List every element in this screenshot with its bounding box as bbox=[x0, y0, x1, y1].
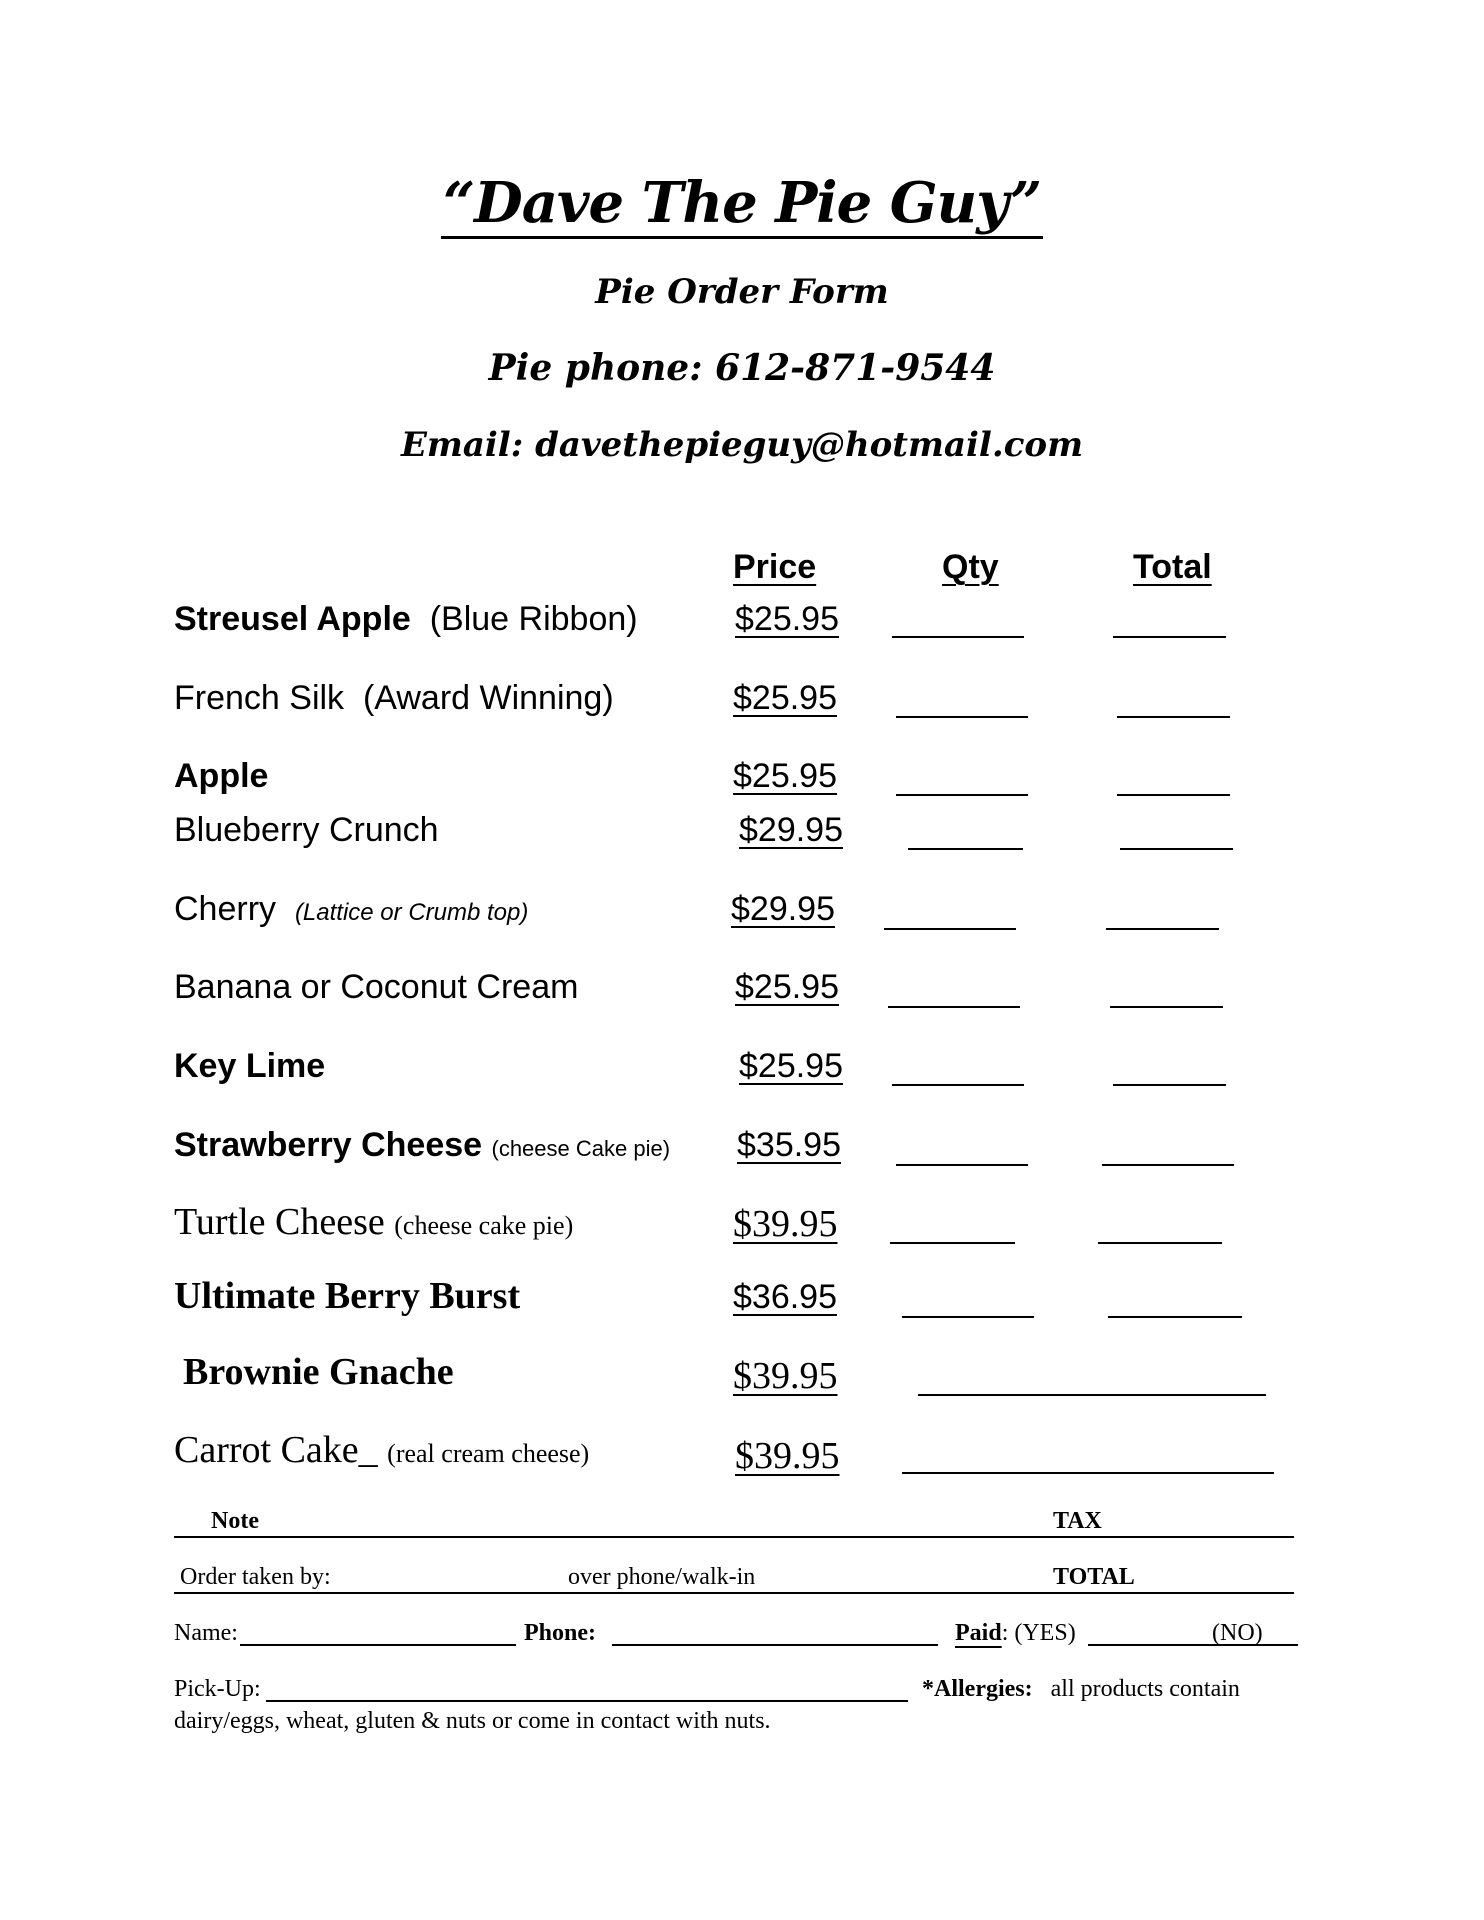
item-note: (cheese cake pie) bbox=[394, 1211, 574, 1240]
item-price: $39.95 bbox=[735, 1435, 840, 1477]
tax-label: TAX bbox=[1053, 1508, 1102, 1534]
note-line[interactable] bbox=[174, 1536, 1294, 1538]
qty-blank[interactable] bbox=[908, 848, 1023, 850]
phone-label: Phone: bbox=[524, 1620, 596, 1646]
item-name: Banana or Coconut Cream bbox=[174, 968, 579, 1006]
item-name: Apple bbox=[174, 757, 269, 795]
qty-blank[interactable] bbox=[884, 928, 1016, 930]
pickup-label: Pick-Up: bbox=[174, 1676, 261, 1702]
item-price: $39.95 bbox=[733, 1355, 838, 1397]
item-name: Blueberry Crunch bbox=[174, 811, 439, 849]
item-name: Brownie Gnache bbox=[183, 1351, 454, 1393]
order-taken-label: Order taken by: bbox=[180, 1564, 331, 1590]
total-blank[interactable] bbox=[1117, 794, 1230, 796]
email-address: Email: davethepieguy@hotmail.com bbox=[400, 425, 1084, 465]
allergies-notice bbox=[922, 1676, 1240, 1703]
order-method: over phone/walk-in bbox=[568, 1564, 756, 1590]
allergies-text: all products contain bbox=[1050, 1676, 1240, 1702]
name-label: Name: bbox=[174, 1620, 238, 1646]
qty-total-blank[interactable] bbox=[918, 1394, 1266, 1396]
total-blank[interactable] bbox=[1110, 1006, 1223, 1008]
item-price: $36.95 bbox=[733, 1278, 837, 1316]
item-name: Turtle Cheese bbox=[174, 1201, 385, 1243]
item-row-banana-coconut-cream bbox=[174, 968, 578, 1007]
qty-blank[interactable] bbox=[892, 636, 1024, 638]
item-name: Streusel Apple bbox=[174, 600, 411, 638]
item-row-cherry bbox=[174, 890, 528, 929]
column-header-total: Total bbox=[1133, 548, 1212, 586]
qty-blank[interactable] bbox=[896, 716, 1028, 718]
qty-total-blank[interactable] bbox=[902, 1472, 1274, 1474]
total-blank[interactable] bbox=[1113, 1084, 1226, 1086]
item-price: $29.95 bbox=[731, 890, 835, 928]
item-name: Ultimate Berry Burst bbox=[174, 1275, 521, 1317]
paid-group bbox=[955, 1620, 1076, 1647]
total-blank[interactable] bbox=[1117, 716, 1230, 718]
name-field[interactable] bbox=[240, 1644, 516, 1646]
paid-yes-option[interactable]: : (YES) bbox=[1001, 1620, 1076, 1646]
phone-field[interactable] bbox=[612, 1644, 938, 1646]
total-blank[interactable] bbox=[1113, 636, 1226, 638]
total-label: TOTAL bbox=[1053, 1564, 1135, 1590]
item-note: (Lattice or Crumb top) bbox=[294, 899, 529, 926]
item-price: $25.95 bbox=[735, 600, 839, 638]
item-note: (real cream cheese) bbox=[387, 1439, 590, 1468]
item-row-strawberry-cheese bbox=[174, 1126, 670, 1165]
phone-number: Pie phone: 612-871-9544 bbox=[488, 347, 996, 389]
total-blank[interactable] bbox=[1106, 928, 1219, 930]
column-header-price: Price bbox=[733, 548, 817, 586]
item-price: $29.95 bbox=[739, 811, 843, 849]
form-subtitle: Pie Order Form bbox=[595, 272, 889, 312]
pickup-field[interactable] bbox=[266, 1700, 908, 1702]
item-price: $25.95 bbox=[733, 679, 837, 717]
qty-blank[interactable] bbox=[892, 1084, 1024, 1086]
order-taken-line[interactable] bbox=[174, 1592, 1294, 1594]
item-name: Key Lime bbox=[174, 1047, 326, 1085]
item-row-brownie-gnache bbox=[183, 1350, 454, 1394]
item-row-ultimate-berry-burst bbox=[174, 1274, 520, 1318]
item-note: (cheese Cake pie) bbox=[491, 1136, 671, 1161]
qty-blank[interactable] bbox=[896, 1164, 1028, 1166]
paid-label: Paid bbox=[955, 1620, 1002, 1646]
item-row-blueberry-crunch bbox=[174, 811, 439, 850]
allergies-text-continued: dairy/eggs, wheat, gluten & nuts or come in contact with nuts. bbox=[174, 1708, 771, 1734]
item-row-french-silk bbox=[174, 679, 614, 718]
qty-blank[interactable] bbox=[896, 794, 1028, 796]
total-blank[interactable] bbox=[1098, 1242, 1222, 1244]
item-name: Strawberry Cheese bbox=[174, 1126, 483, 1164]
item-row-turtle-cheese bbox=[174, 1200, 573, 1244]
item-note: (Blue Ribbon) bbox=[429, 600, 638, 638]
item-row-carrot-cake: Carrot Cake_ (real cream cheese) bbox=[174, 1429, 590, 1471]
total-blank[interactable] bbox=[1120, 848, 1233, 850]
item-price: $25.95 bbox=[739, 1047, 843, 1085]
paid-line[interactable] bbox=[1088, 1644, 1298, 1646]
qty-blank[interactable] bbox=[902, 1316, 1034, 1318]
item-price: $35.95 bbox=[737, 1126, 841, 1164]
item-row-key-lime bbox=[174, 1047, 325, 1086]
qty-blank[interactable] bbox=[888, 1006, 1020, 1008]
item-name: Cherry bbox=[174, 890, 277, 928]
note-label: Note bbox=[211, 1508, 259, 1534]
total-blank[interactable] bbox=[1108, 1316, 1242, 1318]
item-name: Carrot Cake bbox=[174, 1429, 359, 1471]
item-price: $25.95 bbox=[735, 968, 839, 1006]
item-note: (Award Winning) bbox=[362, 679, 614, 717]
allergies-label: *Allergies: bbox=[922, 1676, 1033, 1702]
item-row-apple bbox=[174, 757, 268, 796]
page-title-text: “Dave The Pie Guy” bbox=[441, 170, 1043, 239]
item-name: French Silk bbox=[174, 679, 345, 717]
column-header-qty: Qty bbox=[942, 548, 999, 586]
item-row-streusel-apple bbox=[174, 600, 638, 639]
qty-blank[interactable] bbox=[890, 1242, 1015, 1244]
total-blank[interactable] bbox=[1102, 1164, 1234, 1166]
page-title bbox=[0, 170, 1484, 236]
item-price: $25.95 bbox=[733, 757, 837, 795]
item-price: $39.95 bbox=[733, 1203, 838, 1245]
paid-no-option[interactable]: (NO) bbox=[1212, 1620, 1263, 1646]
